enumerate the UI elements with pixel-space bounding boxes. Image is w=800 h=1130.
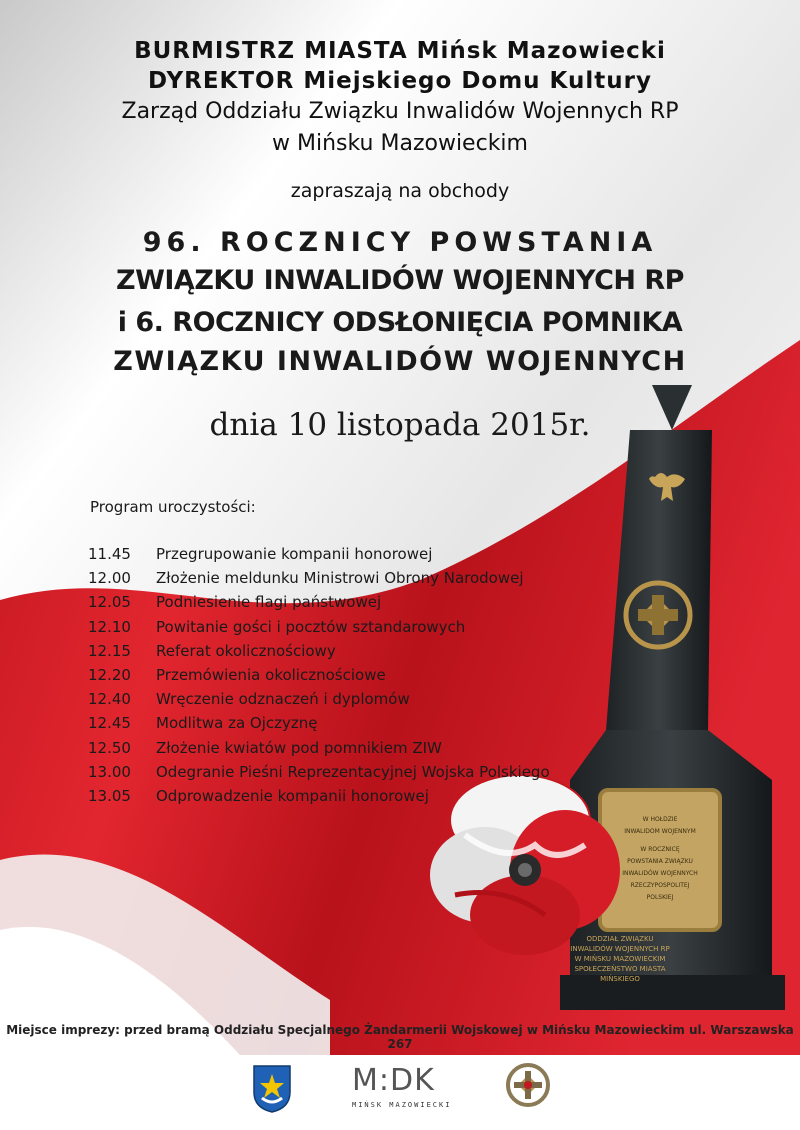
- program-item-time: 11.45: [88, 545, 131, 563]
- program-item: [88, 641, 336, 660]
- program-item-text: Przegrupowanie kompanii honorowej: [156, 545, 433, 563]
- title-line: ZWIĄZKU INWALIDÓW WOJENNYCH RP: [116, 265, 684, 296]
- war-invalids-badge-icon: [505, 1062, 551, 1108]
- poppy-flower-image: [425, 765, 625, 965]
- title-line: ZWIĄZKU INWALIDÓW WOJENNYCH: [113, 346, 687, 377]
- program-item-text: Referat okolicznościowy: [156, 641, 336, 660]
- program-item-text: Powitanie gości i pocztów sztandarowych: [156, 617, 466, 636]
- organizer-line: DYREKTOR Miejskiego Domu Kultury: [148, 68, 652, 94]
- program-item-time: 12.10: [88, 617, 131, 636]
- program-item-time: 13.00: [88, 762, 131, 781]
- mdk-logo-subtitle: MIŃSK MAZOWIECKI: [352, 1101, 452, 1109]
- base-inscription: ODDZIAŁ ZWIĄZKU: [586, 935, 654, 943]
- program-item-time: 13.05: [88, 787, 131, 805]
- program-item: [88, 789, 429, 804]
- invitation-text: zapraszają na obchody: [290, 180, 510, 202]
- program-item-time: 12.20: [88, 666, 131, 684]
- plaque-line: POWSTANIA ZWIĄZKU: [627, 858, 693, 865]
- mdk-logo: M:DK: [352, 1063, 435, 1098]
- event-date: dnia 10 listopada 2015r.: [209, 407, 591, 443]
- plaque-line: INWALIDÓW WOJENNYCH: [622, 870, 698, 877]
- program-item: [88, 738, 442, 757]
- organizer-line: BURMISTRZ MIASTA Mińsk Mazowiecki: [134, 38, 666, 64]
- program-item-text: Złożenie kwiatów pod pomnikiem ZIW: [156, 738, 442, 757]
- program-item: [88, 617, 466, 636]
- program-item: [88, 547, 432, 562]
- organizer-line: Zarząd Oddziału Związku Inwalidów Wojennych RP: [121, 99, 679, 124]
- program-item-text: Odprowadzenie kompanii honorowej: [156, 787, 429, 805]
- program-item: [88, 692, 410, 707]
- plaque-line: RZECZYPOSPOLITEJ: [630, 882, 690, 889]
- program-item-time: 12.00: [88, 569, 131, 588]
- program-item-text: Odegranie Pieśni Reprezentacyjnej Wojska Polskiego: [156, 762, 550, 781]
- program-item: [88, 668, 386, 683]
- program-item-time: 12.45: [88, 714, 131, 733]
- program-item: [88, 762, 550, 781]
- plaque-line: POLSKIEJ: [646, 894, 674, 901]
- title-line: 96. ROCZNICY POWSTANIA: [142, 227, 658, 258]
- program-item-time: 12.05: [88, 593, 131, 612]
- plaque-line: W HOŁDZIE: [642, 816, 678, 823]
- town-coat-of-arms-icon: [252, 1064, 292, 1114]
- base-inscription: INWALIDÓW WOJENNYCH RP: [570, 945, 670, 953]
- program-item: [88, 595, 381, 610]
- title-line: i 6. ROCZNICY ODSŁONIĘCIA POMNIKA: [117, 307, 683, 338]
- plaque-line: INWALIDOM WOJENNYM: [624, 828, 696, 835]
- program-item-text: Wręczenie odznaczeń i dyplomów: [156, 690, 410, 709]
- program-item-time: 12.15: [88, 641, 131, 660]
- program-item-text: Podniesienie flagi państwowej: [156, 593, 382, 612]
- program-heading: Program uroczystości:: [90, 498, 256, 516]
- venue-text: Miejsce imprezy: przed bramą Oddziału Specjalnego Żandarmerii Wojskowej w Mińsku Mazowieckim ul. Warszawska 267: [6, 1023, 794, 1051]
- program-item-text: Złożenie meldunku Ministrowi Obrony Narodowej: [156, 569, 524, 588]
- base-inscription: SPOŁECZEŃSTWO MIASTA: [574, 965, 666, 973]
- program-item-time: 12.40: [88, 690, 131, 709]
- base-inscription: MIŃSKIEGO: [600, 975, 640, 983]
- plaque-line: W ROCZNICĘ: [640, 846, 680, 853]
- organizer-line: w Mińsku Mazowieckim: [272, 131, 528, 156]
- program-item-time: 12.50: [88, 738, 131, 757]
- program-item-text: Modlitwa za Ojczyznę: [156, 714, 318, 733]
- program-item: [88, 716, 318, 731]
- program-item: [88, 571, 524, 586]
- base-inscription: W MIŃSKU MAZOWIECKIM: [574, 955, 666, 963]
- program-item-text: Przemówienia okolicznościowe: [156, 666, 386, 684]
